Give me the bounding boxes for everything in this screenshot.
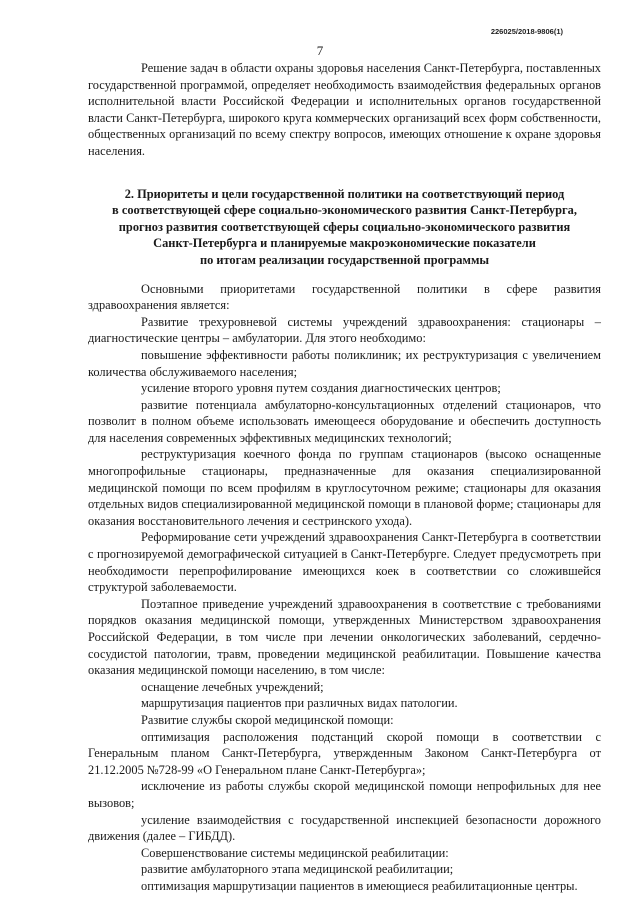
document-body	[88, 60, 601, 895]
list-item: маршрутизация пациентов при различных видах патологии.	[141, 696, 458, 711]
paragraph: Развитие службы скорой медицинской помощи:	[141, 712, 394, 727]
list-item: усиление второго уровня путем создания диагностических центров;	[141, 381, 501, 396]
section-heading-line: Санкт-Петербурга и планируемые макроэкономические показатели	[153, 236, 536, 251]
list-item: оптимизация маршрутизации пациентов в имеющиеся реабилитационные центры.	[141, 878, 578, 893]
list-item: исключение из работы службы скорой медицинской помощи непрофильных для нее вызовов;	[88, 779, 601, 810]
list-item: усиление взаимодействия с государственной инспекцией безопасности дорожного движения (далее – ГИБДД).	[88, 812, 601, 844]
paragraph: Реформирование сети учреждений здравоохранения Санкт-Петербурга в соответствии с прогнозируемой демографической ситуацией в Санкт-Петербурге. Следует предусмотреть при необходимости перепрофилирование имеющихся коек в соответствии со сложившейся структурой заболеваемости.	[88, 530, 601, 595]
list-item: развитие амбулаторного этапа медицинской реабилитации;	[141, 862, 454, 877]
section-heading-line: 2. Приоритеты и цели государственной политики на соответствующий период	[124, 186, 565, 201]
section-heading-line: прогноз развития соответствующей сферы социально-экономического развития	[118, 219, 571, 234]
section-heading-line: в соответствующей сфере социально-экономического развития Санкт-Петербурга,	[112, 203, 577, 218]
list-item: повышение эффективности работы поликлиник; их реструктуризация с увеличением количества обслуживаемого населения;	[88, 347, 601, 379]
paragraph: Развитие трехуровневой системы учреждений здравоохранения: стационары – диагностические центры – амбулатории. Для этого необходимо:	[88, 314, 601, 346]
list-item: оснащение лечебных учреждений;	[141, 679, 324, 694]
section-heading-line: по итогам реализации государственной программы	[199, 252, 490, 267]
page-number: 7	[316, 43, 324, 58]
list-item: оптимизация расположения подстанций скорой помощи в соответствии с Генеральным планом Санкт-Петербурга, утвержденным Законом Санкт-Петербурга от 21.12.2005 №728-99 «О Генеральном плане Санкт-Петербурга»;	[88, 729, 601, 777]
list-item: реструктуризация коечного фонда по группам стационаров (высоко оснащенные многопрофильные стационары, предназначенные для оказания специализированной медицинской помощи по всем профилям в круглосуточном режиме; стационары для оказания отдельных видов специализированной медицинской помощи в плановой форме; стационары для оказания восстановительного лечения и сестринского ухода).	[88, 447, 601, 528]
paragraph: Поэтапное приведение учреждений здравоохранения в соответствие с требованиями порядков оказания медицинской помощи, утвержденных Министерством здравоохранения Российской Федерации, в том числе при лечении онкологических заболеваний, сердечно-сосудистой патологии, травм, проведении медицинской реабилитации. Повышение качества оказания медицинской помощи населению, в том числе:	[88, 596, 601, 678]
paragraph: Совершенствование системы медицинской реабилитации:	[141, 845, 449, 860]
paragraph: Основными приоритетами государственной политики в сфере развития здравоохранения является:	[88, 281, 601, 313]
intro-paragraph: Решение задач в области охраны здоровья населения Санкт-Петербурга, поставленных государственной программой, определяет необходимость взаимодействия федеральных органов исполнительной власти Российской Федерации и исполнительных органов государственной власти Санкт-Петербурга, широкого круга коммерческих организаций всех форм собственности, общественных организаций по всему спектру вопросов, имеющих отношение к охране здоровья населения.	[88, 61, 601, 158]
document-id: 226025/2018-9806(1)	[490, 27, 563, 36]
list-item: развитие потенциала амбулаторно-консультационных отделений стационаров, что позволит в полном объеме использовать имеющееся оборудование и обеспечить доступность для населения современных эффективных медицинских технологий;	[88, 397, 601, 445]
section-heading	[88, 186, 601, 269]
